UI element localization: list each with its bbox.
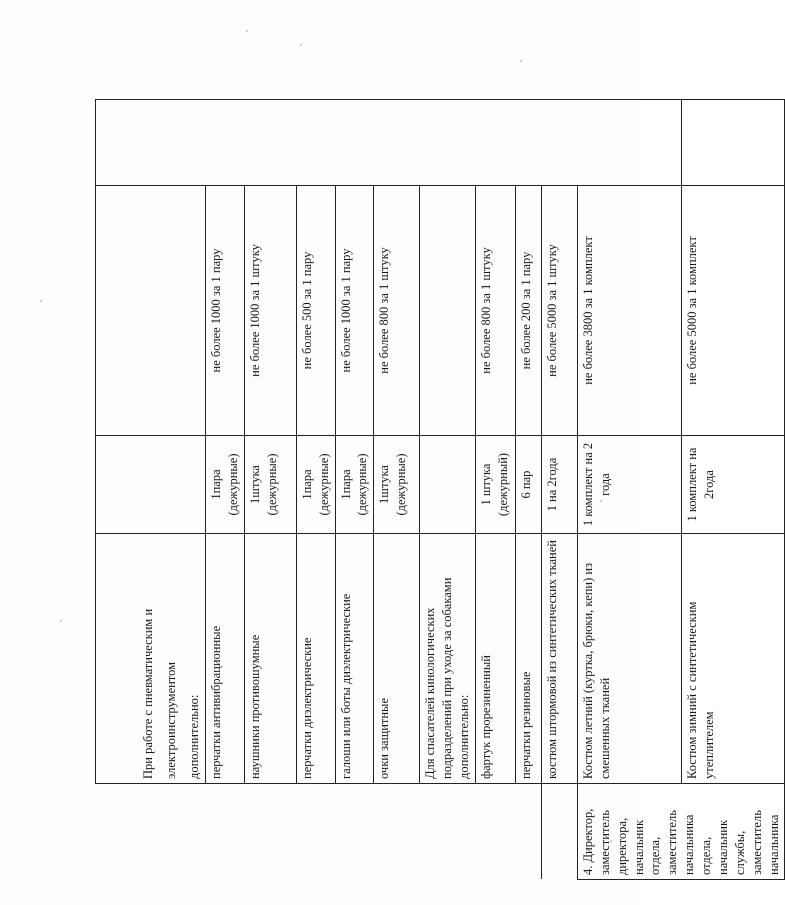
norm-cell: 1 комплект на 2года [681,436,785,534]
intro-line: электроинструментом [164,661,179,779]
item-cell [96,534,206,784]
intro-line: дополнительно: [187,694,202,779]
cost-cell [420,186,476,436]
norm-cell: 1пара (дежурные) [206,436,245,534]
cost-cell: не более 800 за 1 штуку [475,186,515,436]
norm-cell [420,436,476,534]
item-cell: костюм штормовой из синтетических тканей [541,534,577,784]
cost-cell: не более 1000 за 1 штуку [244,186,296,436]
norm-cell: 1пара (дежурные) [335,436,374,534]
norm-cell: 1 комплект на 2 года [577,436,681,534]
scan-speck [520,60,522,62]
table-row [420,100,476,880]
table-row [96,100,206,880]
table-row [681,100,785,880]
norms-table [95,99,785,880]
norm-cell: 1 на 2года [541,436,577,534]
norm-cell: 1штука (дежурные) [244,436,296,534]
norm-cell: 1пара (дежурные) [296,436,335,534]
position-cell [541,784,577,880]
norm-cell: 6 пар [515,436,541,534]
section-header-cell: Для спасателей кинологических подразделений при уходе за собаками дополнительно: [420,534,476,784]
cost-cell: не более 1000 за 1 пару [335,186,374,436]
norm-cell [96,436,206,534]
norm-cell: 1 штука (дежурный) [475,436,515,534]
table-row [475,100,515,880]
position-cell [96,784,542,880]
tail-cell [681,100,785,186]
item-cell: перчатки резиновые [515,534,541,784]
tail-cell [96,100,682,186]
item-cell: Костюм летний (куртка, брюки, кепи) из смешенных тканей [577,534,681,784]
rotated-table-wrapper [95,100,781,880]
scan-speck [246,30,248,32]
item-cell: очки защитные [374,534,420,784]
cost-cell: не более 500 за 1 пару [296,186,335,436]
intro-line: При работе с пневматическим и [141,608,156,779]
scan-speck [60,620,62,622]
norm-cell: 1штука (дежурные) [374,436,420,534]
scan-speck [40,300,42,302]
cost-cell [96,186,206,436]
position-cell: 4. Директор, заместитель директора, начальник отдела, заместитель начальника отдела, начальник службы, заместитель начальника [577,784,785,880]
scan-speck [300,44,302,46]
table-row [577,100,681,880]
table-row [244,100,296,880]
item-cell: Костюм зимний с синтетическим утеплителем [681,534,785,784]
table-row [296,100,335,880]
cost-cell: не более 3800 за 1 комплект [577,186,681,436]
table-row [374,100,420,880]
table-row [206,100,245,880]
cost-cell: не более 5000 за 1 комплект [681,186,785,436]
cost-cell: не более 1000 за 1 пару [206,186,245,436]
table-row [541,100,577,880]
item-cell: перчатки диэлектрические [296,534,335,784]
item-cell: наушники противошумные [244,534,296,784]
item-cell: фартук прорезиненный [475,534,515,784]
item-cell: перчатки антивибрационные [206,534,245,784]
cost-cell: не более 5000 за 1 штуку [541,186,577,436]
cost-cell: не более 800 за 1 штуку [374,186,420,436]
table-row [335,100,374,880]
table-row [515,100,541,880]
item-cell: галоши или боты диэлектрические [335,534,374,784]
cost-cell: не более 200 за 1 пару [515,186,541,436]
